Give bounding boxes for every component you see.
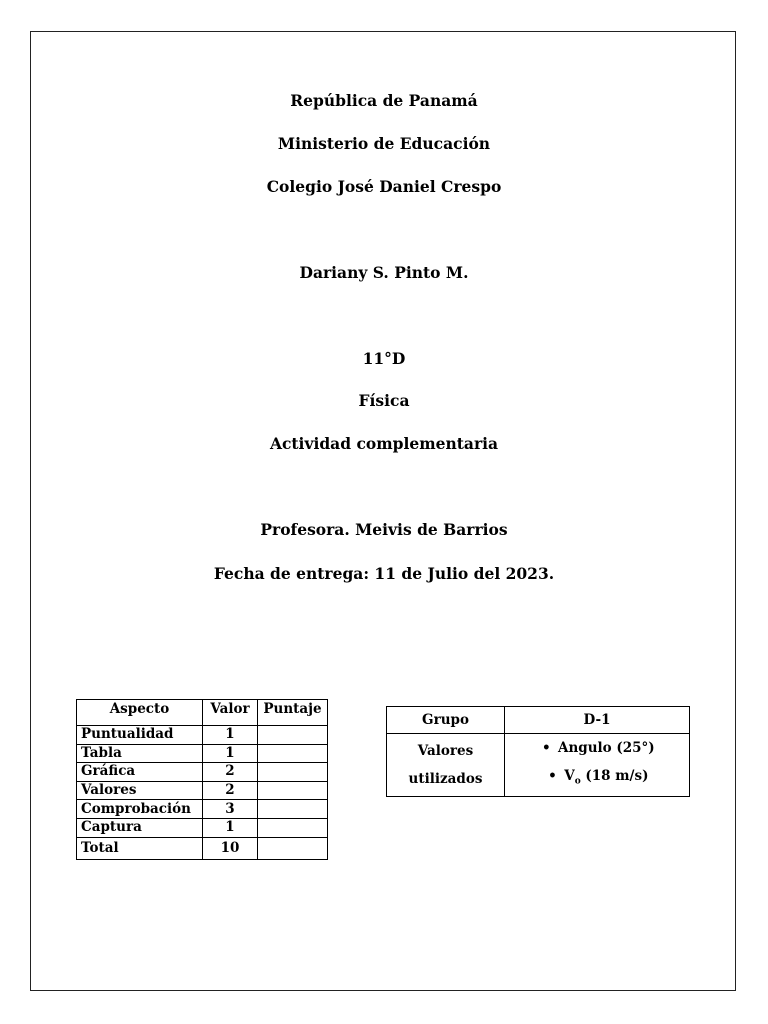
rubric-score xyxy=(258,763,328,782)
rubric-score xyxy=(258,726,328,745)
school-heading: Colegio José Daniel Crespo xyxy=(266,177,502,196)
rubric-value: 2 xyxy=(203,763,258,782)
rubric-table xyxy=(76,699,328,860)
rubric-aspect: Tabla xyxy=(77,744,203,763)
ministry-heading: Ministerio de Educación xyxy=(277,134,491,153)
value-velocity: (18 m/s) xyxy=(580,768,649,784)
country-heading: República de Panamá xyxy=(290,91,478,110)
rubric-header-aspect: Aspecto xyxy=(77,700,203,726)
teacher-name: Profesora. Meivis de Barrios xyxy=(260,520,508,539)
rubric-value: 3 xyxy=(203,800,258,819)
table-row xyxy=(77,837,328,859)
rubric-value: 1 xyxy=(203,744,258,763)
value-angle: Angulo (25°) xyxy=(558,740,655,756)
values-row xyxy=(387,734,690,797)
table-row xyxy=(77,781,328,800)
rubric-aspect: Gráfica xyxy=(77,763,203,782)
rubric-header-row xyxy=(77,700,328,726)
value-velocity-symbol: V xyxy=(564,768,575,784)
values-label-cell xyxy=(387,734,505,797)
rubric-value: 2 xyxy=(203,781,258,800)
list-item xyxy=(509,734,685,762)
rubric-score xyxy=(258,744,328,763)
table-row xyxy=(77,744,328,763)
table-row xyxy=(77,800,328,819)
subject-label: Física xyxy=(358,391,410,410)
rubric-score xyxy=(258,818,328,837)
due-date: Fecha de entrega: 11 de Julio del 2023. xyxy=(213,564,555,583)
group-value: D-1 xyxy=(505,707,690,734)
bullet-icon: • xyxy=(541,740,551,756)
rubric-aspect: Captura xyxy=(77,818,203,837)
rubric-score xyxy=(258,837,328,859)
bullet-icon: • xyxy=(548,768,557,784)
rubric-value: 1 xyxy=(203,726,258,745)
table-row xyxy=(77,818,328,837)
rubric-aspect: Valores xyxy=(77,781,203,800)
rubric-aspect: Total xyxy=(77,837,203,859)
values-label-line-2: utilizados xyxy=(408,770,483,787)
rubric-value: 1 xyxy=(203,818,258,837)
rubric-value: 10 xyxy=(203,837,258,859)
table-row xyxy=(77,726,328,745)
table-row xyxy=(77,763,328,782)
rubric-header-score: Puntaje xyxy=(258,700,328,726)
student-name: Dariany S. Pinto M. xyxy=(299,263,469,282)
rubric-header-value: Valor xyxy=(203,700,258,726)
list-item xyxy=(509,762,685,796)
group-info-table xyxy=(386,706,690,797)
grade-label: 11°D xyxy=(362,349,406,368)
values-label-line-1: Valores xyxy=(417,742,474,759)
rubric-score xyxy=(258,800,328,819)
activity-title: Actividad complementaria xyxy=(269,434,499,453)
rubric-score xyxy=(258,781,328,800)
values-list xyxy=(505,734,690,797)
group-label: Grupo xyxy=(387,707,505,734)
rubric-aspect: Comprobación xyxy=(77,800,203,819)
rubric-aspect: Puntualidad xyxy=(77,726,203,745)
value-velocity-subscript: o xyxy=(574,776,581,787)
group-row xyxy=(387,707,690,734)
